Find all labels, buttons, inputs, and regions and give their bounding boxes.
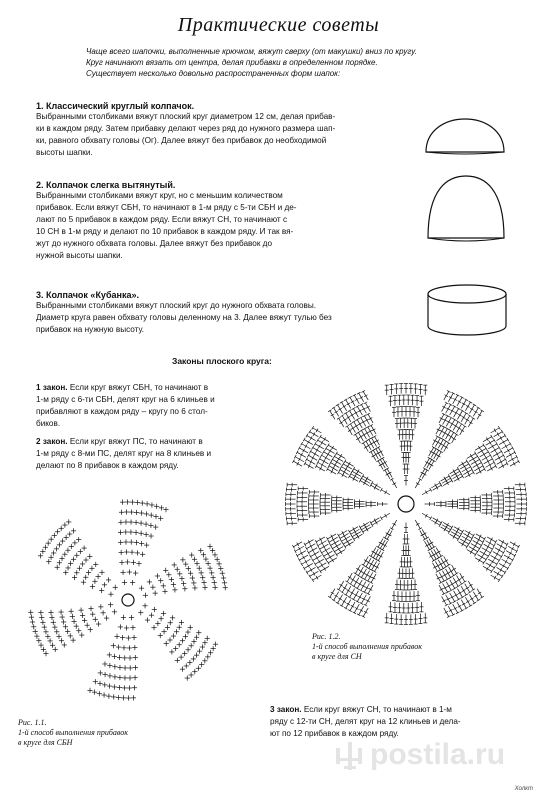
caption-line: 1-й способ выполнения прибавок	[18, 728, 129, 737]
law-line: 1-м ряду с 8-ми ПС, делят круг на 8 клиньев и	[36, 449, 212, 458]
caption-line: в круге для СБН	[18, 738, 73, 747]
figure-caption-1-1	[18, 718, 128, 748]
body-line: Выбранными столбиками вяжут плоский круг диаметром 12 см, делая прибав-	[36, 112, 336, 121]
law-line: биков.	[36, 419, 61, 428]
source-label: Холкт	[514, 786, 533, 792]
body-line: жут до нужного обхвата головы. Далее вяжут без прибавок до	[36, 239, 273, 248]
section-heading: 1. Классический круглый колпачок.	[36, 101, 195, 111]
wedge-group	[28, 499, 228, 700]
law-3	[270, 704, 540, 740]
section-1	[36, 101, 416, 159]
law-text: Если круг вяжут ПС, то начинают в	[67, 437, 203, 446]
body-line: высоты шапки.	[36, 148, 93, 157]
body-line: Диаметр круга равен обхвату головы деленному на 3. Далее вяжут тулью без	[36, 313, 332, 322]
section-heading: 2. Колпачок слегка вытянутый.	[36, 180, 176, 190]
intro-text	[86, 46, 526, 79]
law-line	[36, 436, 266, 448]
law-line	[270, 704, 540, 716]
body-line: ки в каждом ряду. Затем прибавку делают через ряд до нужного размера шап-	[36, 124, 336, 133]
crochet-diagram-6-wedges	[18, 488, 238, 708]
section-2	[36, 180, 406, 262]
figure-label: Рис. 1.1.	[18, 718, 47, 727]
intro-line: Чаще всего шапочки, выполненные крючком, вяжут сверху (от макушки) вниз по кругу.	[86, 47, 417, 56]
body-line: Выбранными столбиками вяжут плоский круг до нужного обхвата головы.	[36, 301, 317, 310]
body-line: прибавок на нужную высоту.	[36, 325, 145, 334]
law-text: Если круг вяжут СБН, то начинают в	[67, 383, 209, 392]
laws-title: Законы плоского круга:	[172, 356, 272, 366]
law-heading: 1 закон.	[36, 383, 68, 392]
law-line: ряду с 12-ти СН, делят круг на 12 клиньев и дела-	[270, 717, 461, 726]
figure-label: Рис. 1.2.	[312, 632, 341, 641]
body-line: лают по 5 прибавок в каждом ряду. Если вяжут СН, то начинают с	[36, 215, 288, 224]
figure-caption-1-2	[312, 632, 422, 662]
intro-line: Существует несколько довольно распространенных форм шапок:	[86, 69, 341, 78]
body-line: Выбранными столбиками вяжут круг, но с меньшим количеством	[36, 191, 283, 200]
law-2	[36, 436, 266, 472]
law-line: 1-м ряду с 6-ти СБН, делят круг на 6 клиньев и	[36, 395, 215, 404]
law-line: прибавляют в каждом ряду – кругу по 6 стол-	[36, 407, 208, 416]
intro-line: Круг начинают вязать от центра, делая прибавки в определенном порядке.	[86, 58, 378, 67]
law-line: ют по 12 прибавок в каждом ряду.	[270, 729, 399, 738]
section-body	[36, 300, 416, 336]
law-line	[36, 382, 266, 394]
caption-line: в круге для СН	[312, 652, 362, 661]
section-3	[36, 290, 416, 336]
section-body	[36, 111, 416, 159]
page-title: Практические советы	[177, 14, 380, 36]
body-line: нужной высоты шапки.	[36, 251, 123, 260]
body-line: ки, равного обхвату головы (Ог). Далее вяжут без прибавок до необходимой	[36, 136, 327, 145]
section-body	[36, 190, 406, 262]
law-1	[36, 382, 266, 430]
watermark-text: postila.ru	[370, 738, 506, 771]
law-line: делают по 8 прибавок в каждом ряду.	[36, 461, 179, 470]
law-text: Если круг вяжут СН, то начинают в 1-м	[301, 705, 452, 714]
wedge-group	[286, 384, 527, 625]
dome-cap-shape	[420, 100, 510, 160]
kubanka-cap-shape	[422, 280, 512, 340]
law-heading: 3 закон.	[270, 705, 302, 714]
law-heading: 2 закон.	[36, 437, 68, 446]
body-line: прибавок. Если вяжут СБН, то начинают в 1-м ряду с 5-ти СБН и де-	[36, 203, 297, 212]
body-line: 10 СН в 1-м ряду и делают по 10 прибавок в каждом ряду. И так вя-	[36, 227, 294, 236]
section-heading: 3. Колпачок «Кубанка».	[36, 290, 139, 300]
caption-line: 1-й способ выполнения прибавок	[312, 642, 423, 651]
crochet-diagram-12-wedges	[266, 376, 546, 636]
elongated-cap-shape	[418, 168, 514, 248]
